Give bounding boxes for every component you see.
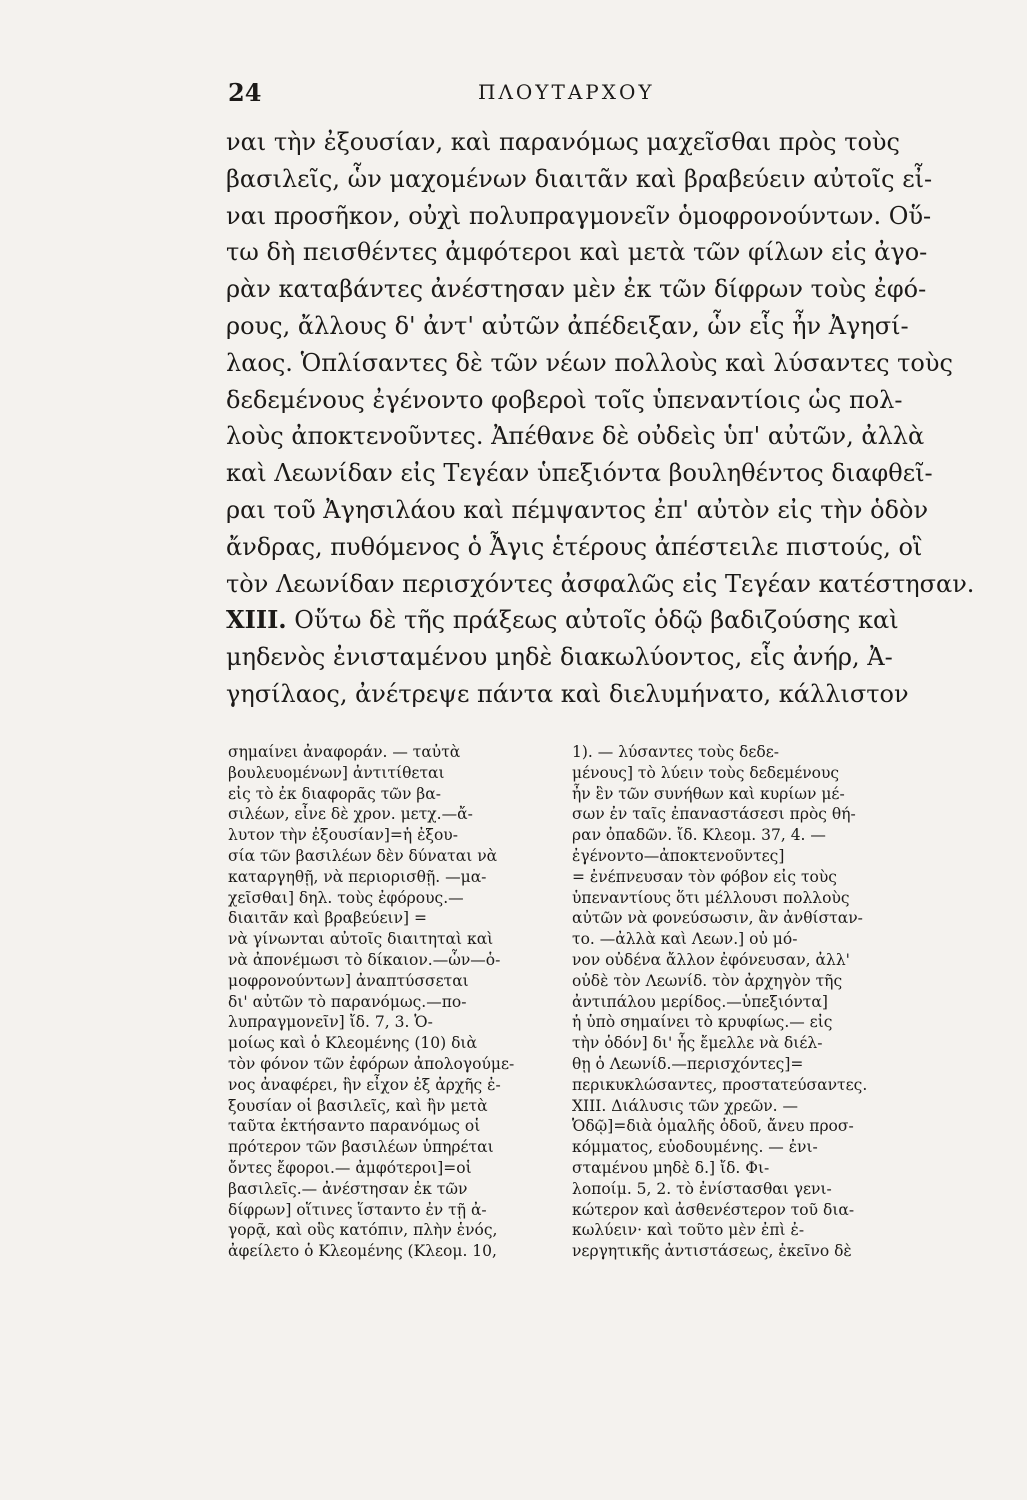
- commentary-line: θῃ ὁ Λεωνίδ.—περισχόντες]=: [572, 1054, 804, 1073]
- main-text: [226, 124, 975, 713]
- commentary-line: οὐδὲ τὸν Λεωνίδ. τὸν ἀρχηγὸν τῆς: [572, 971, 843, 990]
- commentary-line: = ἐνέπνευσαν τὸν φόβον εἰς τοὺς: [572, 867, 837, 886]
- commentary-line: Ὁδῷ]=διὰ ὁμαλῆς ὁδοῦ, ἄνευ προσ-: [572, 1117, 854, 1136]
- main-text-line: βασιλεῖς, ὧν μαχομένων διαιτᾶν καὶ βραβεύειν αὐτοῖς εἶ-: [226, 164, 933, 193]
- main-text-line: μηδενὸς ἐνισταμένου μηδὲ διακωλύοντος, εἷς ἀνήρ, Ἀ-: [226, 643, 893, 672]
- main-text-line: ρὰν καταβάντες ἀνέστησαν μὲν ἐκ τῶν δίφρων τοὺς ἐφό-: [226, 275, 927, 304]
- commentary-line: εἰς τὸ ἐκ διαφορᾶς τῶν βα-: [228, 784, 441, 803]
- commentary-line: ἡ ὑπὸ σημαίνει τὸ κρυφίως.— εἰς: [572, 1013, 833, 1032]
- section-number: XIII.: [226, 605, 287, 635]
- commentary-line: κωλύειν· καὶ τοῦτο μὲν ἐπὶ ἐ-: [572, 1221, 805, 1240]
- commentary-line: αὐτῶν νὰ φονεύσωσιν, ἂν ἀνθίσταν-: [572, 909, 863, 928]
- commentary-line: διαιτᾶν καὶ βραβεύειν] =: [228, 909, 427, 928]
- commentary-left-column: [228, 742, 558, 1262]
- commentary-line: 1). — λύσαντες τοὺς δεδε-: [572, 743, 780, 761]
- commentary-line: ἀφείλετο ὁ Κλεομένης (Κλεομ. 10,: [228, 1242, 497, 1261]
- commentary-line: κόμματος, εὐοδουμένης. — ἐνι-: [572, 1138, 818, 1157]
- commentary-line: χεῖσθαι] δηλ. τοὺς ἐφόρους.—: [228, 888, 464, 907]
- commentary-line: δίφρων] οἵτινες ἵσταντο ἐν τῇ ἀ-: [228, 1200, 487, 1219]
- commentary-line: νεργητικῆς ἀντιστάσεως, ἐκεῖνο δὲ: [572, 1242, 852, 1261]
- commentary-line: ἦν ἓν τῶν συνήθων καὶ κυρίων μέ-: [572, 784, 845, 803]
- commentary-right-column: [572, 742, 906, 1262]
- commentary-line: σημαίνει ἀναφοράν. — ταὐτὰ: [228, 743, 461, 761]
- commentary-line: μένους] τὸ λύειν τοὺς δεδεμένους: [572, 763, 840, 782]
- commentary-line: σων ἐν ταῖς ἐπαναστάσεσι πρὸς θή-: [572, 805, 856, 824]
- main-text-line: τὸν Λεωνίδαν περισχόντες ἀσφαλῶς εἰς Τεγέαν κατέστησαν.: [226, 569, 975, 598]
- main-text-line: ναι τὴν ἐξουσίαν, καὶ παρανόμως μαχεῖσθαι πρὸς τοὺς: [226, 128, 900, 156]
- main-text-line: ναι προσῆκον, οὐχὶ πολυπραγμονεῖν ὁμοφρονούντων. Οὕ-: [226, 201, 932, 230]
- commentary-line: πρότερον τῶν βασιλέων ὑπηρέται: [228, 1138, 494, 1157]
- commentary-line: ὄντες ἔφοροι.— ἀμφότεροι]=οἱ: [228, 1158, 472, 1177]
- running-title: ΠΛΟΥΤΑΡΧΟΥ: [478, 80, 655, 104]
- commentary-line: XIII. Διάλυσις τῶν χρεῶν. —: [572, 1096, 799, 1115]
- commentary-line: ἀντιπάλου μερίδος.—ὑπεξιόντα]: [572, 992, 828, 1011]
- commentary-line: λυτον τὴν ἐξουσίαν]=ἡ ἐξου-: [228, 826, 458, 845]
- page-number: 24: [228, 78, 262, 107]
- main-text-line: ρους, ἄλλους δ' ἀντ' αὐτῶν ἀπέδειξαν, ὧν εἷς ἦν Ἀγησί-: [226, 311, 909, 340]
- commentary-line: νὰ ἀπονέμωσι τὸ δίκαιον.—ὧν—ὁ-: [228, 950, 501, 969]
- commentary-line: σταμένου μηδὲ δ.] ἴδ. Φι-: [572, 1158, 770, 1177]
- commentary-line: ἐγένοντο—ἀποκτενοῦντες]: [572, 846, 785, 865]
- commentary-line: ὑπεναντίους ὅτι μέλλουσι πολλοὺς: [572, 888, 850, 907]
- main-text-line: τω δὴ πεισθέντες ἀμφότεροι καὶ μετὰ τῶν φίλων εἰς ἀγο-: [226, 238, 928, 267]
- main-text-line: δεδεμένους ἐγένοντο φοβεροὶ τοῖς ὑπεναντίοις ὡς πολ-: [226, 385, 903, 414]
- section-start-line: [226, 602, 906, 639]
- main-text-line: καὶ Λεωνίδαν εἰς Τεγέαν ὑπεξιόντα βουληθέντος διαφθεῖ-: [226, 459, 933, 488]
- commentary-line: δι' αὐτῶν τὸ παρανόμως.—πο-: [228, 992, 467, 1011]
- commentary-line: νον οὐδένα ἄλλον ἐφόνευσαν, ἀλλ': [572, 950, 850, 969]
- main-text-line: Οὕτω δὲ τῆς πράξεως αὐτοῖς ὁδῷ βαδιζούσης καὶ: [294, 606, 899, 635]
- commentary-line: βασιλεῖς.— ἀνέστησαν ἐκ τῶν: [228, 1179, 468, 1198]
- commentary-line: νὰ γίνωνται αὐτοῖς διαιτηταὶ καὶ: [228, 930, 494, 949]
- commentary-line: περικυκλώσαντες, προστατεύσαντες.: [572, 1075, 868, 1094]
- commentary-line: μοίως καὶ ὁ Κλεομένης (10) διὰ: [228, 1034, 477, 1053]
- commentary-line: μοφρονούντων] ἀναπτύσσεται: [228, 971, 469, 990]
- commentary-line: λυπραγμονεῖν] ἴδ. 7, 3. Ὁ-: [228, 1013, 433, 1032]
- commentary-line: ταῦτα ἐκτήσαντο παρανόμως οἱ: [228, 1117, 481, 1136]
- commentary-line: ξουσίαν οἱ βασιλεῖς, καὶ ἣν μετὰ: [228, 1096, 488, 1115]
- commentary-line: τὸν φόνον τῶν ἐφόρων ἀπολογούμε-: [228, 1054, 515, 1073]
- commentary-line: γορᾷ, καὶ οὓς κατόπιν, πλὴν ἑνός,: [228, 1221, 498, 1240]
- commentary-line: σία τῶν βασιλέων δὲν δύναται νὰ: [228, 846, 498, 865]
- commentary-line: καταργηθῇ, νὰ περιορισθῇ. —μα-: [228, 867, 487, 886]
- main-text-line: ἄνδρας, πυθόμενος ὁ Ἆγις ἑτέρους ἀπέστειλε πιστούς, οἳ: [226, 532, 923, 561]
- main-text-line: λαος. Ὁπλίσαντες δὲ τῶν νέων πολλοὺς καὶ λύσαντες τοὺς: [226, 348, 953, 377]
- main-text-line: γησίλαος, ἀνέτρεψε πάντα καὶ διελυμήνατο, κάλλιστον: [226, 679, 909, 708]
- commentary-line: ραν ὀπαδῶν. ἴδ. Κλεομ. 37, 4. —: [572, 826, 826, 845]
- commentary-line: κώτερον καὶ ἀσθενέστερον τοῦ δια-: [572, 1200, 855, 1219]
- commentary-line: λοποίμ. 5, 2. τὸ ἐνίστασθαι γενι-: [572, 1179, 832, 1198]
- main-text-line: λοὺς ἀποκτενοῦντες. Ἀπέθανε δὲ οὐδεὶς ὑπ' αὐτῶν, ἀλλὰ: [226, 422, 925, 451]
- commentary-line: σιλέων, εἶνε δὲ χρον. μετχ.—ἄ-: [228, 805, 473, 824]
- commentary-line: νος ἀναφέρει, ἣν εἶχον ἐξ ἀρχῆς ἐ-: [228, 1075, 501, 1094]
- commentary-line: τὴν ὁδόν] δι' ἧς ἔμελλε νὰ διέλ-: [572, 1034, 823, 1053]
- main-text-line: ραι τοῦ Ἀγησιλάου καὶ πέμψαντος ἐπ' αὐτὸν εἰς τὴν ὁδὸν: [226, 495, 929, 524]
- commentary-line: βουλευομένων] ἀντιτίθεται: [228, 763, 445, 782]
- commentary-line: το. —ἀλλὰ καὶ Λεων.] οὐ μό-: [572, 930, 798, 949]
